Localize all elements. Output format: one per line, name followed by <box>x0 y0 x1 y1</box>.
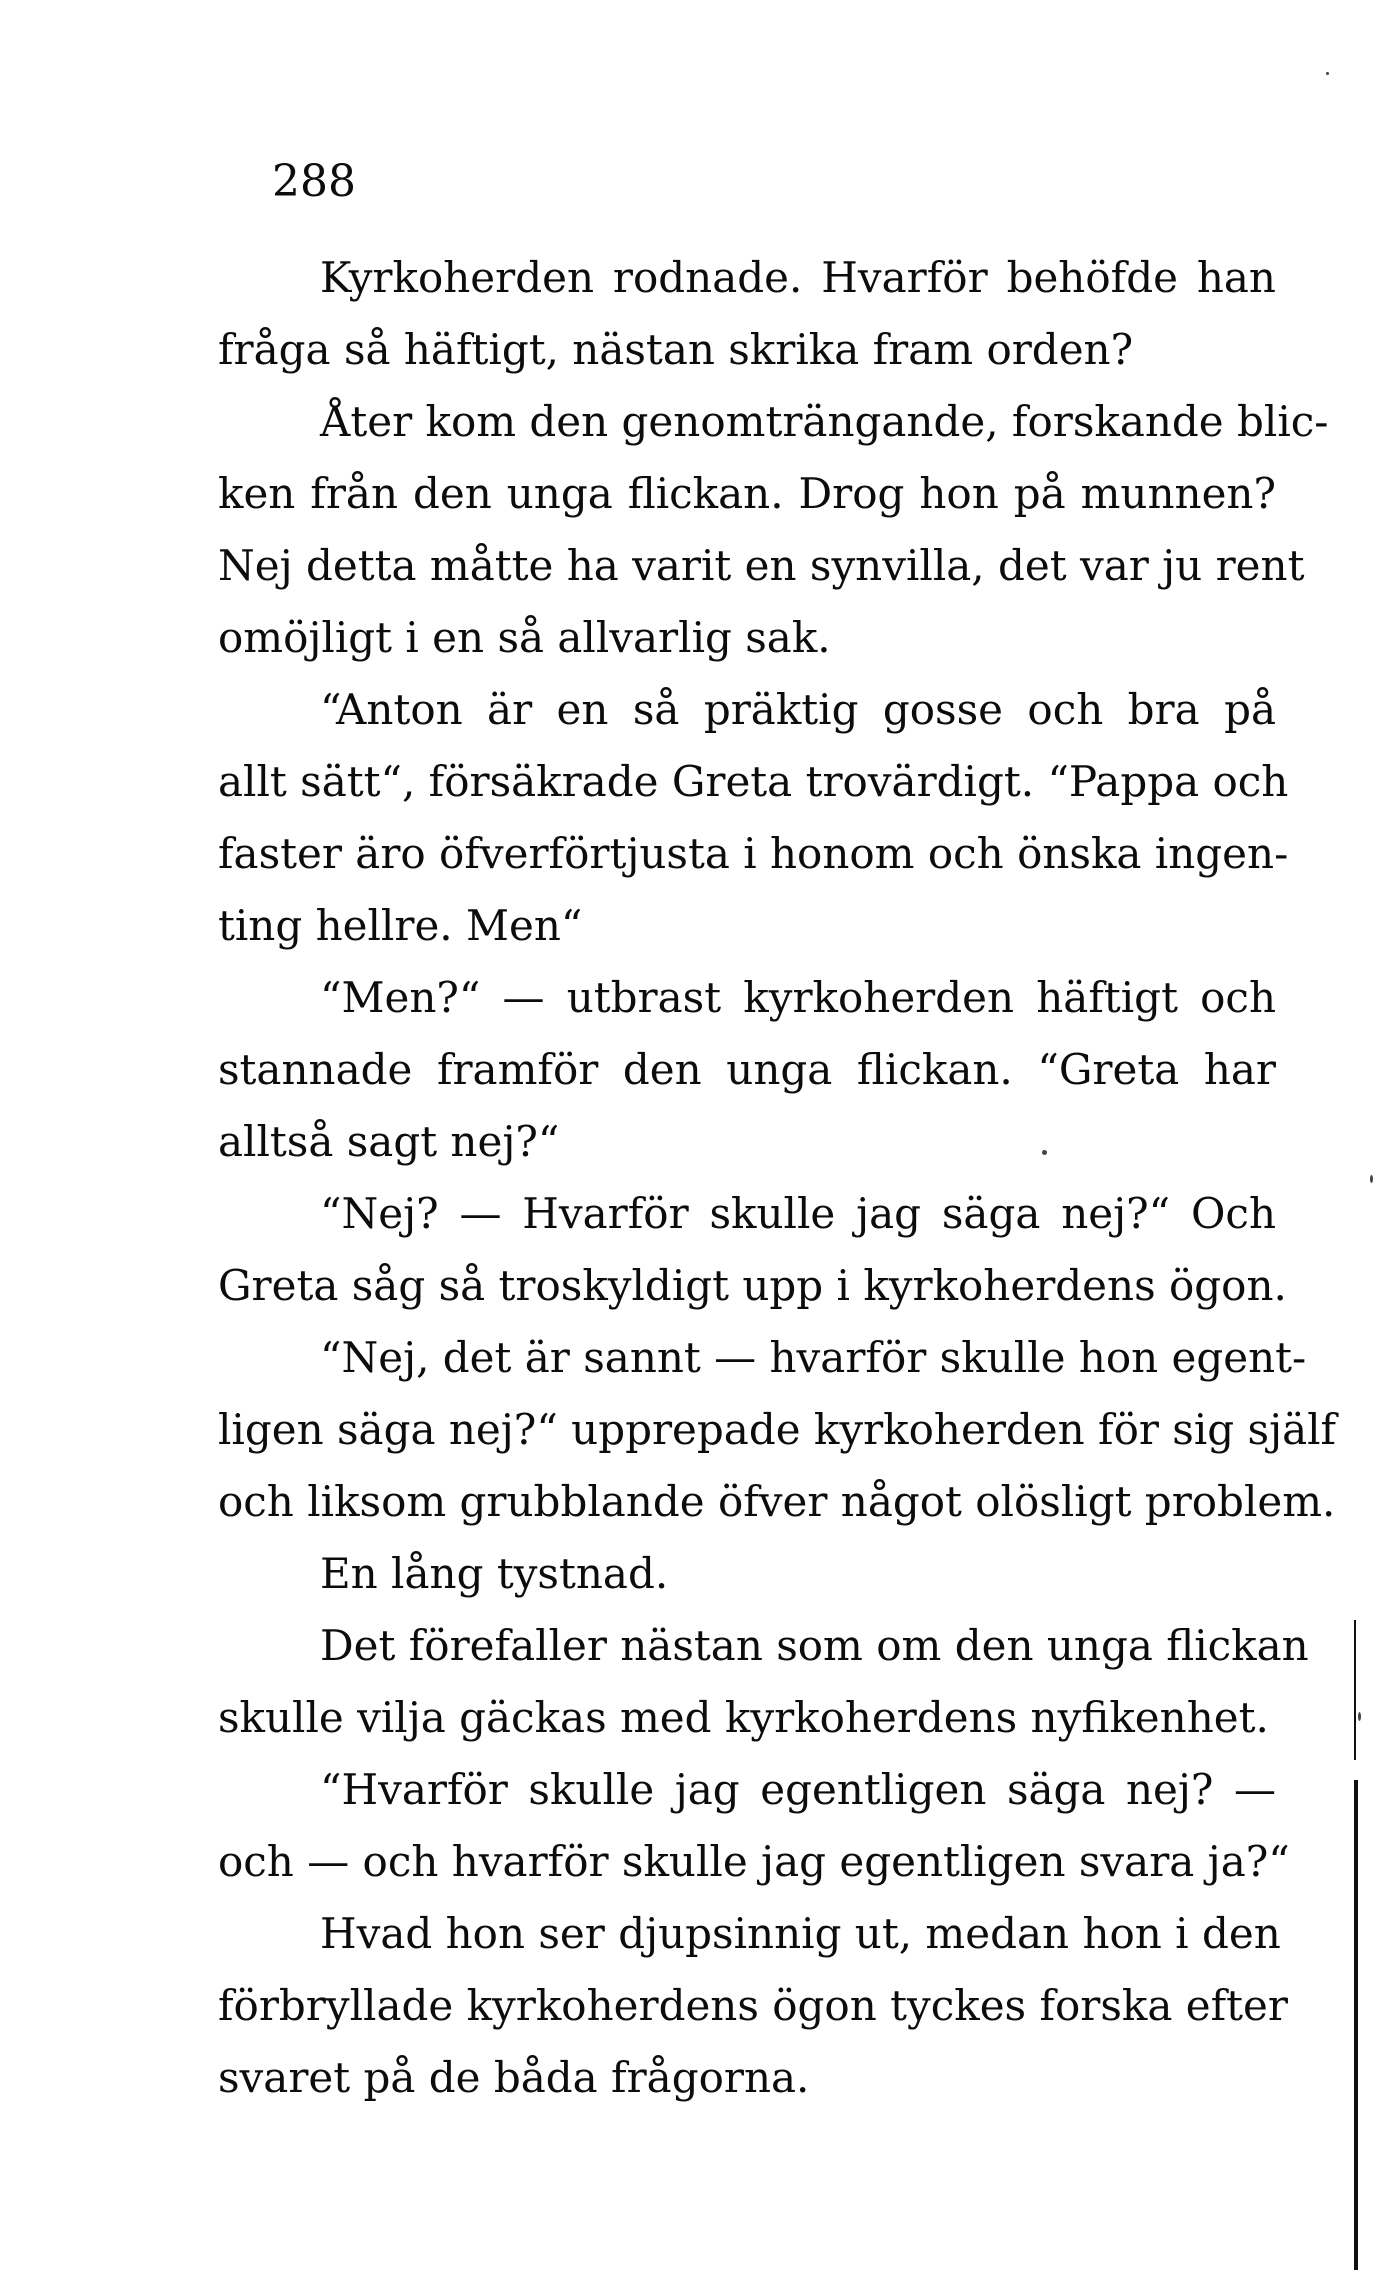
text-line: Nej detta måtte ha varit en synvilla, det var ju rent <box>218 541 1305 590</box>
text-line: och — och hvarför skulle jag egentligen svara ja?“ <box>218 1837 1290 1886</box>
text-line: Hvad hon ser djupsinnig ut, medan hon i den <box>320 1909 1281 1958</box>
text-line: ting hellre. Men“ <box>218 901 583 950</box>
dust-speck <box>1358 1712 1361 1721</box>
text-line: fråga så häftigt, nästan skrika fram orden? <box>218 325 1134 374</box>
text-line: faster äro öfverförtjusta i honom och önska ingen- <box>218 829 1289 878</box>
text-line: allt sätt“, försäkrade Greta trovärdigt. “Pappa och <box>218 757 1289 806</box>
text-line: omöjligt i en så allvarlig sak. <box>218 613 831 662</box>
dust-speck <box>1370 1175 1373 1183</box>
text-line: Åter kom den genomträngande, forskande blic- <box>320 397 1329 446</box>
text-line: En lång tystnad. <box>320 1549 669 1598</box>
text-line: “Hvarför skulle jag egentligen säga nej? — <box>320 1765 1276 1814</box>
text-line: ligen säga nej?“ upprepade kyrkoherden för sig själf <box>218 1405 1337 1454</box>
text-line: Kyrkoherden rodnade. Hvarför behöfde han <box>320 253 1276 302</box>
text-line: ken från den unga flickan. Drog hon på munnen? <box>218 469 1276 518</box>
scan-edge-mark <box>1354 1620 1356 1760</box>
text-line: “Men?“ — utbrast kyrkoherden häftigt och <box>320 973 1276 1022</box>
text-line: “Anton är en så präktig gosse och bra på <box>320 685 1276 734</box>
dust-speck <box>1042 1150 1047 1155</box>
dust-speck <box>1326 72 1329 75</box>
body-text <box>218 242 1337 2114</box>
text-line: förbryllade kyrkoherdens ögon tyckes forska efter <box>218 1981 1288 2030</box>
text-line: skulle vilja gäckas med kyrkoherdens nyfikenhet. <box>218 1693 1269 1742</box>
text-line: Greta såg så troskyldigt upp i kyrkoherdens ögon. <box>218 1261 1287 1310</box>
text-line: “Nej? — Hvarför skulle jag säga nej?“ Och <box>320 1189 1276 1238</box>
text-line: stannade framför den unga flickan. “Greta har <box>218 1045 1276 1094</box>
page-number: 288 <box>272 156 356 207</box>
text-line: svaret på de båda frågorna. <box>218 2053 810 2102</box>
text-line: Det förefaller nästan som om den unga flickan <box>320 1621 1309 1670</box>
text-line: alltså sagt nej?“ <box>218 1117 560 1166</box>
scan-edge-mark <box>1354 1780 1358 2270</box>
text-line: och liksom grubblande öfver något olösligt problem. <box>218 1477 1336 1526</box>
text-line: “Nej, det är sannt — hvarför skulle hon egent- <box>320 1333 1307 1382</box>
